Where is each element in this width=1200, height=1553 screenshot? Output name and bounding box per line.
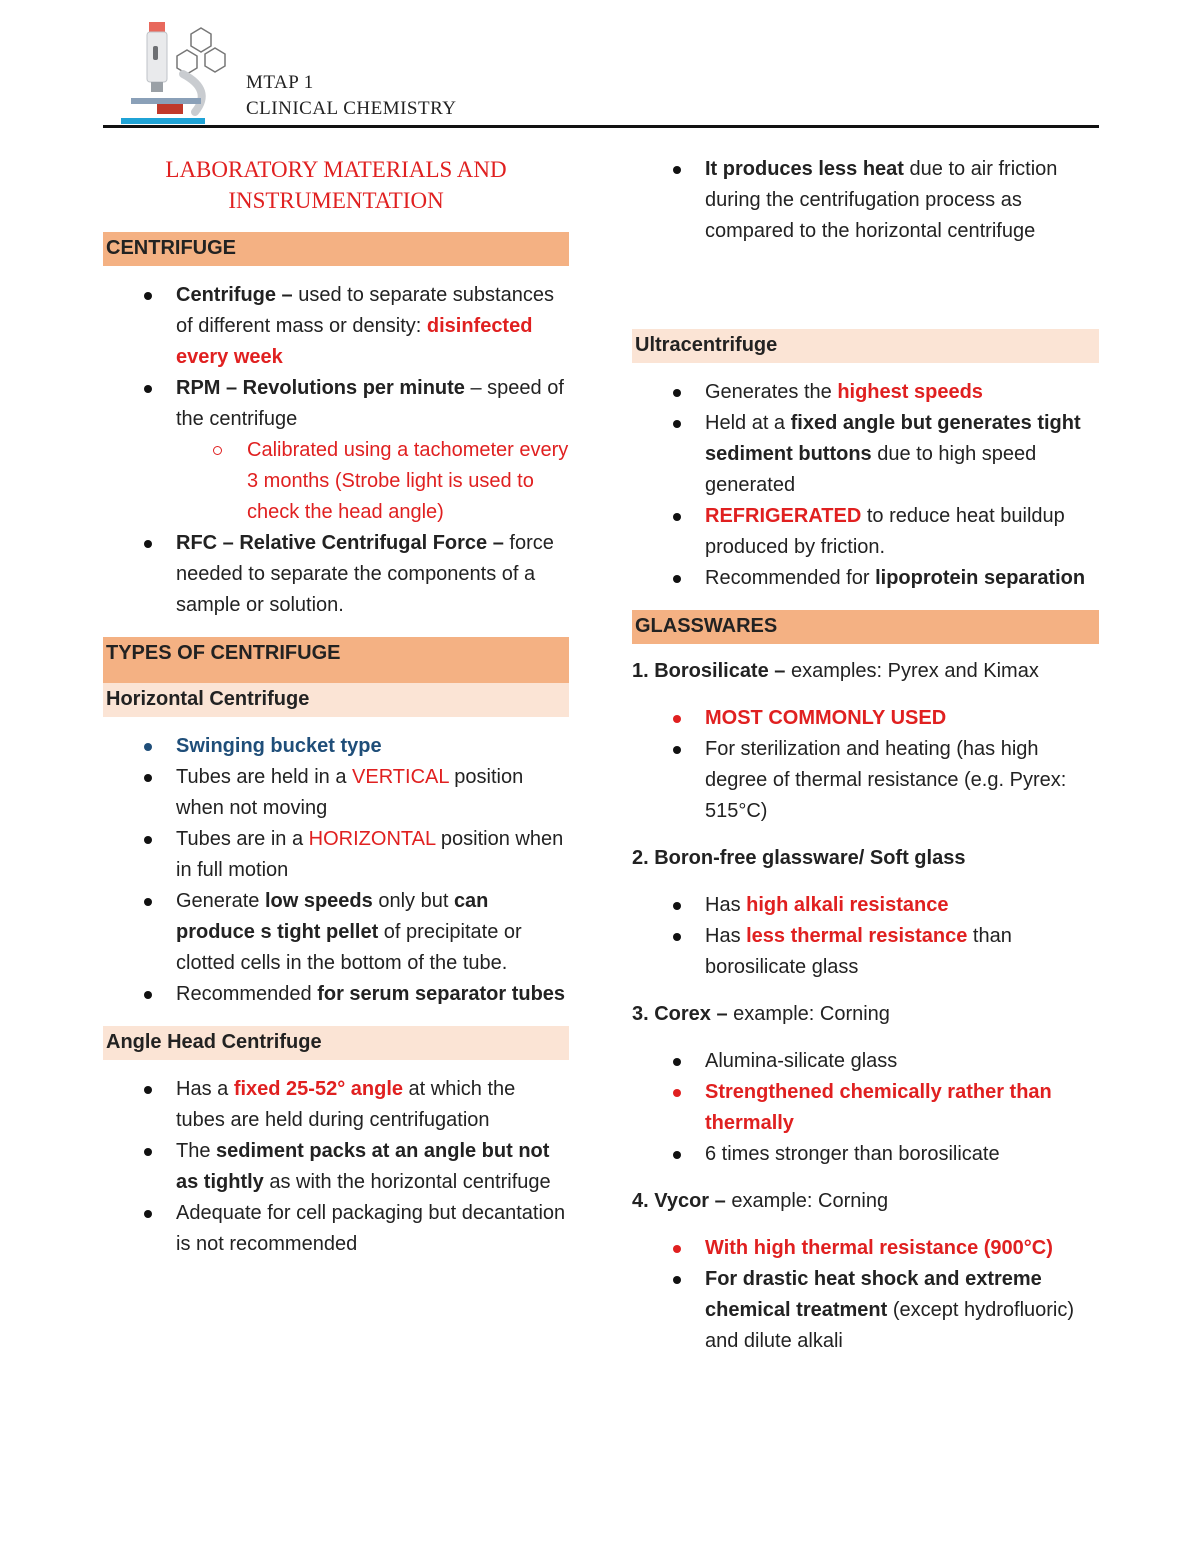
list-item: Adequate for cell packaging but decantation is not recommended	[103, 1198, 569, 1260]
header-divider	[103, 125, 1099, 128]
borosilicate-list	[632, 703, 1099, 827]
list-item: REFRIGERATED to reduce heat buildup produced by friction.	[632, 501, 1099, 563]
list-item: Tubes are in a HORIZONTAL position when in full motion	[103, 824, 569, 886]
right-column	[632, 150, 1099, 1357]
list-item: For sterilization and heating (has high degree of thermal resistance (e.g. Pyrex: 515°C)	[632, 734, 1099, 827]
list-item: Has high alkali resistance	[632, 890, 1099, 921]
glass-item-boron-free: 2. Boron-free glassware/ Soft glass	[632, 847, 966, 869]
list-item: Generate low speeds only but can produce s tight pellet of precipitate or clotted cells in the bottom of the tube.	[103, 886, 569, 979]
header-subject: CLINICAL CHEMISTRY	[246, 98, 457, 119]
angle-head-list	[103, 1074, 569, 1260]
page-title: LABORATORY MATERIALS AND INSTRUMENTATION	[165, 157, 507, 213]
list-item: Has less thermal resistance than borosilicate glass	[632, 921, 1099, 983]
vycor-list	[632, 1233, 1099, 1357]
section-heading-glasswares: GLASSWARES	[632, 610, 1099, 644]
left-column	[103, 150, 569, 1260]
list-item: Generates the highest speeds	[632, 377, 1099, 408]
list-item: RFC – Relative Centrifugal Force – force needed to separate the components of a sample or solution.	[103, 528, 569, 621]
section-heading-types: TYPES OF CENTRIFUGE	[103, 637, 569, 683]
list-item: The sediment packs at an angle but not as tightly as with the horizontal centrifuge	[103, 1136, 569, 1198]
subheading-angle-head: Angle Head Centrifuge	[103, 1026, 569, 1060]
list-item: MOST COMMONLY USED	[632, 703, 1099, 734]
section-heading-centrifuge: CENTRIFUGE	[103, 232, 569, 266]
boron-free-list	[632, 890, 1099, 983]
glass-item-borosilicate: 1. Borosilicate – examples: Pyrex and Kimax	[632, 660, 1039, 682]
list-item: RPM – Revolutions per minute – speed of the centrifuge	[103, 373, 569, 435]
corex-list	[632, 1046, 1099, 1170]
list-item: For drastic heat shock and extreme chemical treatment (except hydrofluoric) and dilute alkali	[632, 1264, 1099, 1357]
list-item: Centrifuge – used to separate substances of different mass or density: disinfected every week	[103, 280, 569, 373]
page-header	[103, 14, 1099, 128]
glass-item-corex: 3. Corex – example: Corning	[632, 1003, 890, 1025]
list-item: Recommended for serum separator tubes	[103, 979, 569, 1010]
list-item: Tubes are held in a VERTICAL position when not moving	[103, 762, 569, 824]
list-item: Alumina-silicate glass	[632, 1046, 1099, 1077]
angle-head-list-continued	[632, 154, 1099, 247]
list-item: Strengthened chemically rather than thermally	[632, 1077, 1099, 1139]
centrifuge-list	[103, 280, 569, 621]
header-course: MTAP 1	[246, 72, 314, 93]
microscope-molecule-icon	[113, 20, 233, 126]
list-item: Recommended for lipoprotein separation	[632, 563, 1099, 594]
glass-item-vycor: 4. Vycor – example: Corning	[632, 1190, 889, 1212]
list-item: With high thermal resistance (900°C)	[632, 1233, 1099, 1264]
list-item: It produces less heat due to air friction during the centrifugation process as compared to the horizontal centrifuge	[632, 154, 1099, 247]
ultracentrifuge-list	[632, 377, 1099, 594]
list-item: Has a fixed 25-52° angle at which the tubes are held during centrifugation	[103, 1074, 569, 1136]
list-item: Held at a fixed angle but generates tight sediment buttons due to high speed generated	[632, 408, 1099, 501]
subheading-horizontal: Horizontal Centrifuge	[103, 683, 569, 717]
list-item: 6 times stronger than borosilicate	[632, 1139, 1099, 1170]
sub-list-item: Calibrated using a tachometer every 3 months (Strobe light is used to check the head angle)	[103, 435, 569, 528]
list-item: Swinging bucket type	[103, 731, 569, 762]
subheading-ultracentrifuge: Ultracentrifuge	[632, 329, 1099, 363]
horizontal-list	[103, 731, 569, 1010]
